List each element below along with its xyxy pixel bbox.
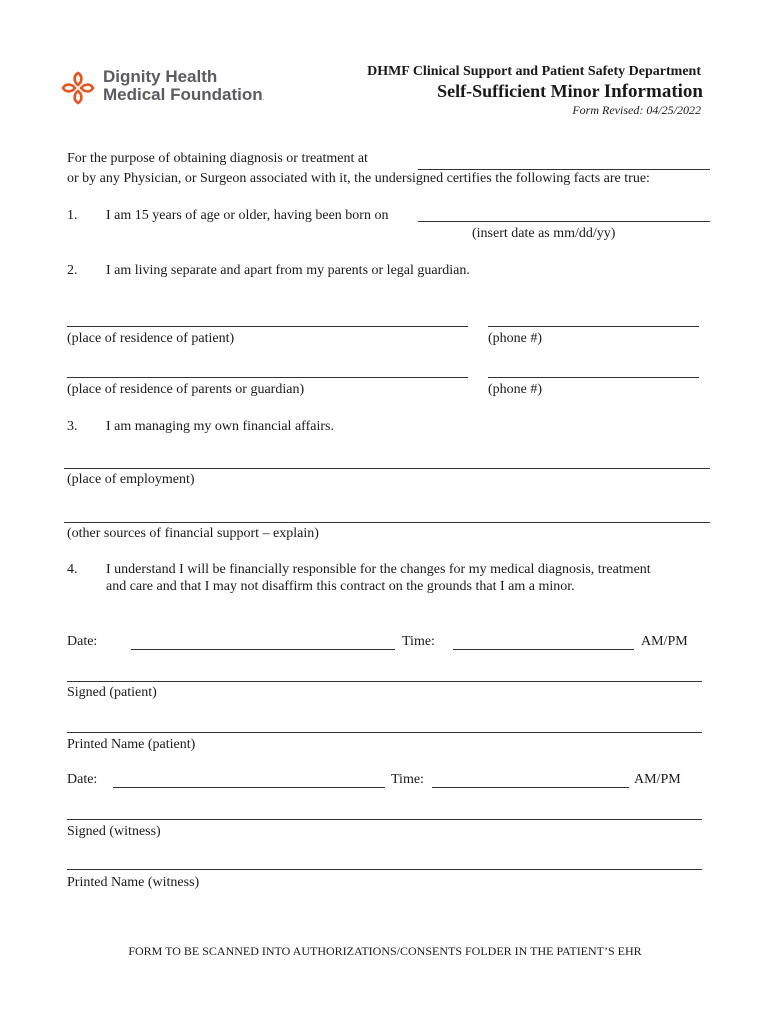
intro-line-2: or by any Physician, or Surgeon associated with it, the undersigned certifies the following facts are true: [67, 171, 650, 186]
logo-line-1: Dignity Health [103, 67, 218, 86]
phone-2-field[interactable] [488, 377, 699, 378]
form-revised-date: Form Revised: 04/25/2022 [572, 103, 701, 117]
witness-signature-field[interactable] [67, 819, 702, 820]
witness-date-field[interactable] [113, 787, 385, 788]
logo-line-2: Medical Foundation [103, 85, 263, 104]
patient-printed-name-label: Printed Name (patient) [67, 737, 196, 752]
patient-signature-label: Signed (patient) [67, 685, 157, 700]
intro-line-1: For the purpose of obtaining diagnosis or treatment at [67, 151, 368, 166]
witness-ampm-label: AM/PM [634, 772, 681, 787]
patient-time-label: Time: [402, 634, 435, 649]
witness-time-label: Time: [391, 772, 424, 787]
patient-date-label: Date: [67, 634, 98, 649]
form-title-main: Information [603, 81, 703, 102]
patient-printed-name-field[interactable] [67, 732, 702, 733]
organization-logo [60, 66, 270, 110]
patient-ampm-label: AM/PM [641, 634, 688, 649]
residence-patient-field[interactable] [67, 326, 468, 327]
item-3-text: I am managing my own financial affairs. [106, 419, 334, 434]
logo-wordmark [103, 68, 265, 108]
witness-printed-name-field[interactable] [67, 869, 702, 870]
patient-time-field[interactable] [453, 649, 634, 650]
phone-1-field[interactable] [488, 326, 699, 327]
item-4-line-2: and care and that I may not disaffirm this contract on the grounds that I am a minor. [106, 579, 575, 594]
logo-trademark: . [262, 95, 265, 102]
item-3-number: 3. [67, 419, 78, 434]
birth-date-field[interactable] [418, 221, 710, 222]
witness-signature-label: Signed (witness) [67, 824, 161, 839]
department-name: DHMF Clinical Support and Patient Safety Department [367, 64, 701, 79]
form-title [437, 81, 703, 103]
residence-parents-label: (place of residence of parents or guardian) [67, 382, 305, 397]
residence-parents-field[interactable] [67, 377, 468, 378]
logo-mark-icon [60, 70, 96, 106]
witness-date-label: Date: [67, 772, 98, 787]
item-2-number: 2. [67, 263, 78, 278]
witness-time-field[interactable] [432, 787, 629, 788]
phone-2-label: (phone #) [488, 382, 543, 397]
item-4-number: 4. [67, 562, 78, 577]
other-support-label: (other sources of financial support – explain) [67, 526, 319, 541]
witness-printed-name-label: Printed Name (witness) [67, 875, 200, 890]
footer-instruction: FORM TO BE SCANNED INTO AUTHORIZATIONS/CONSENTS FOLDER IN THE PATIENT’S EHR [128, 944, 642, 958]
employment-label: (place of employment) [67, 472, 195, 487]
form-title-prefix: Self-Sufficient Minor [437, 81, 604, 101]
employment-field[interactable] [64, 468, 710, 469]
item-1-text: I am 15 years of age or older, having been born on [106, 208, 389, 223]
patient-date-field[interactable] [131, 649, 395, 650]
phone-1-label: (phone #) [488, 331, 543, 346]
birth-date-hint: (insert date as mm/dd/yy) [472, 226, 616, 241]
other-support-field[interactable] [64, 522, 710, 523]
patient-signature-field[interactable] [67, 681, 702, 682]
residence-patient-label: (place of residence of patient) [67, 331, 235, 346]
item-1-number: 1. [67, 208, 78, 223]
item-2-text: I am living separate and apart from my parents or legal guardian. [106, 263, 470, 278]
item-4-line-1: I understand I will be financially responsible for the changes for my medical diagnosis, treatment [106, 562, 651, 577]
